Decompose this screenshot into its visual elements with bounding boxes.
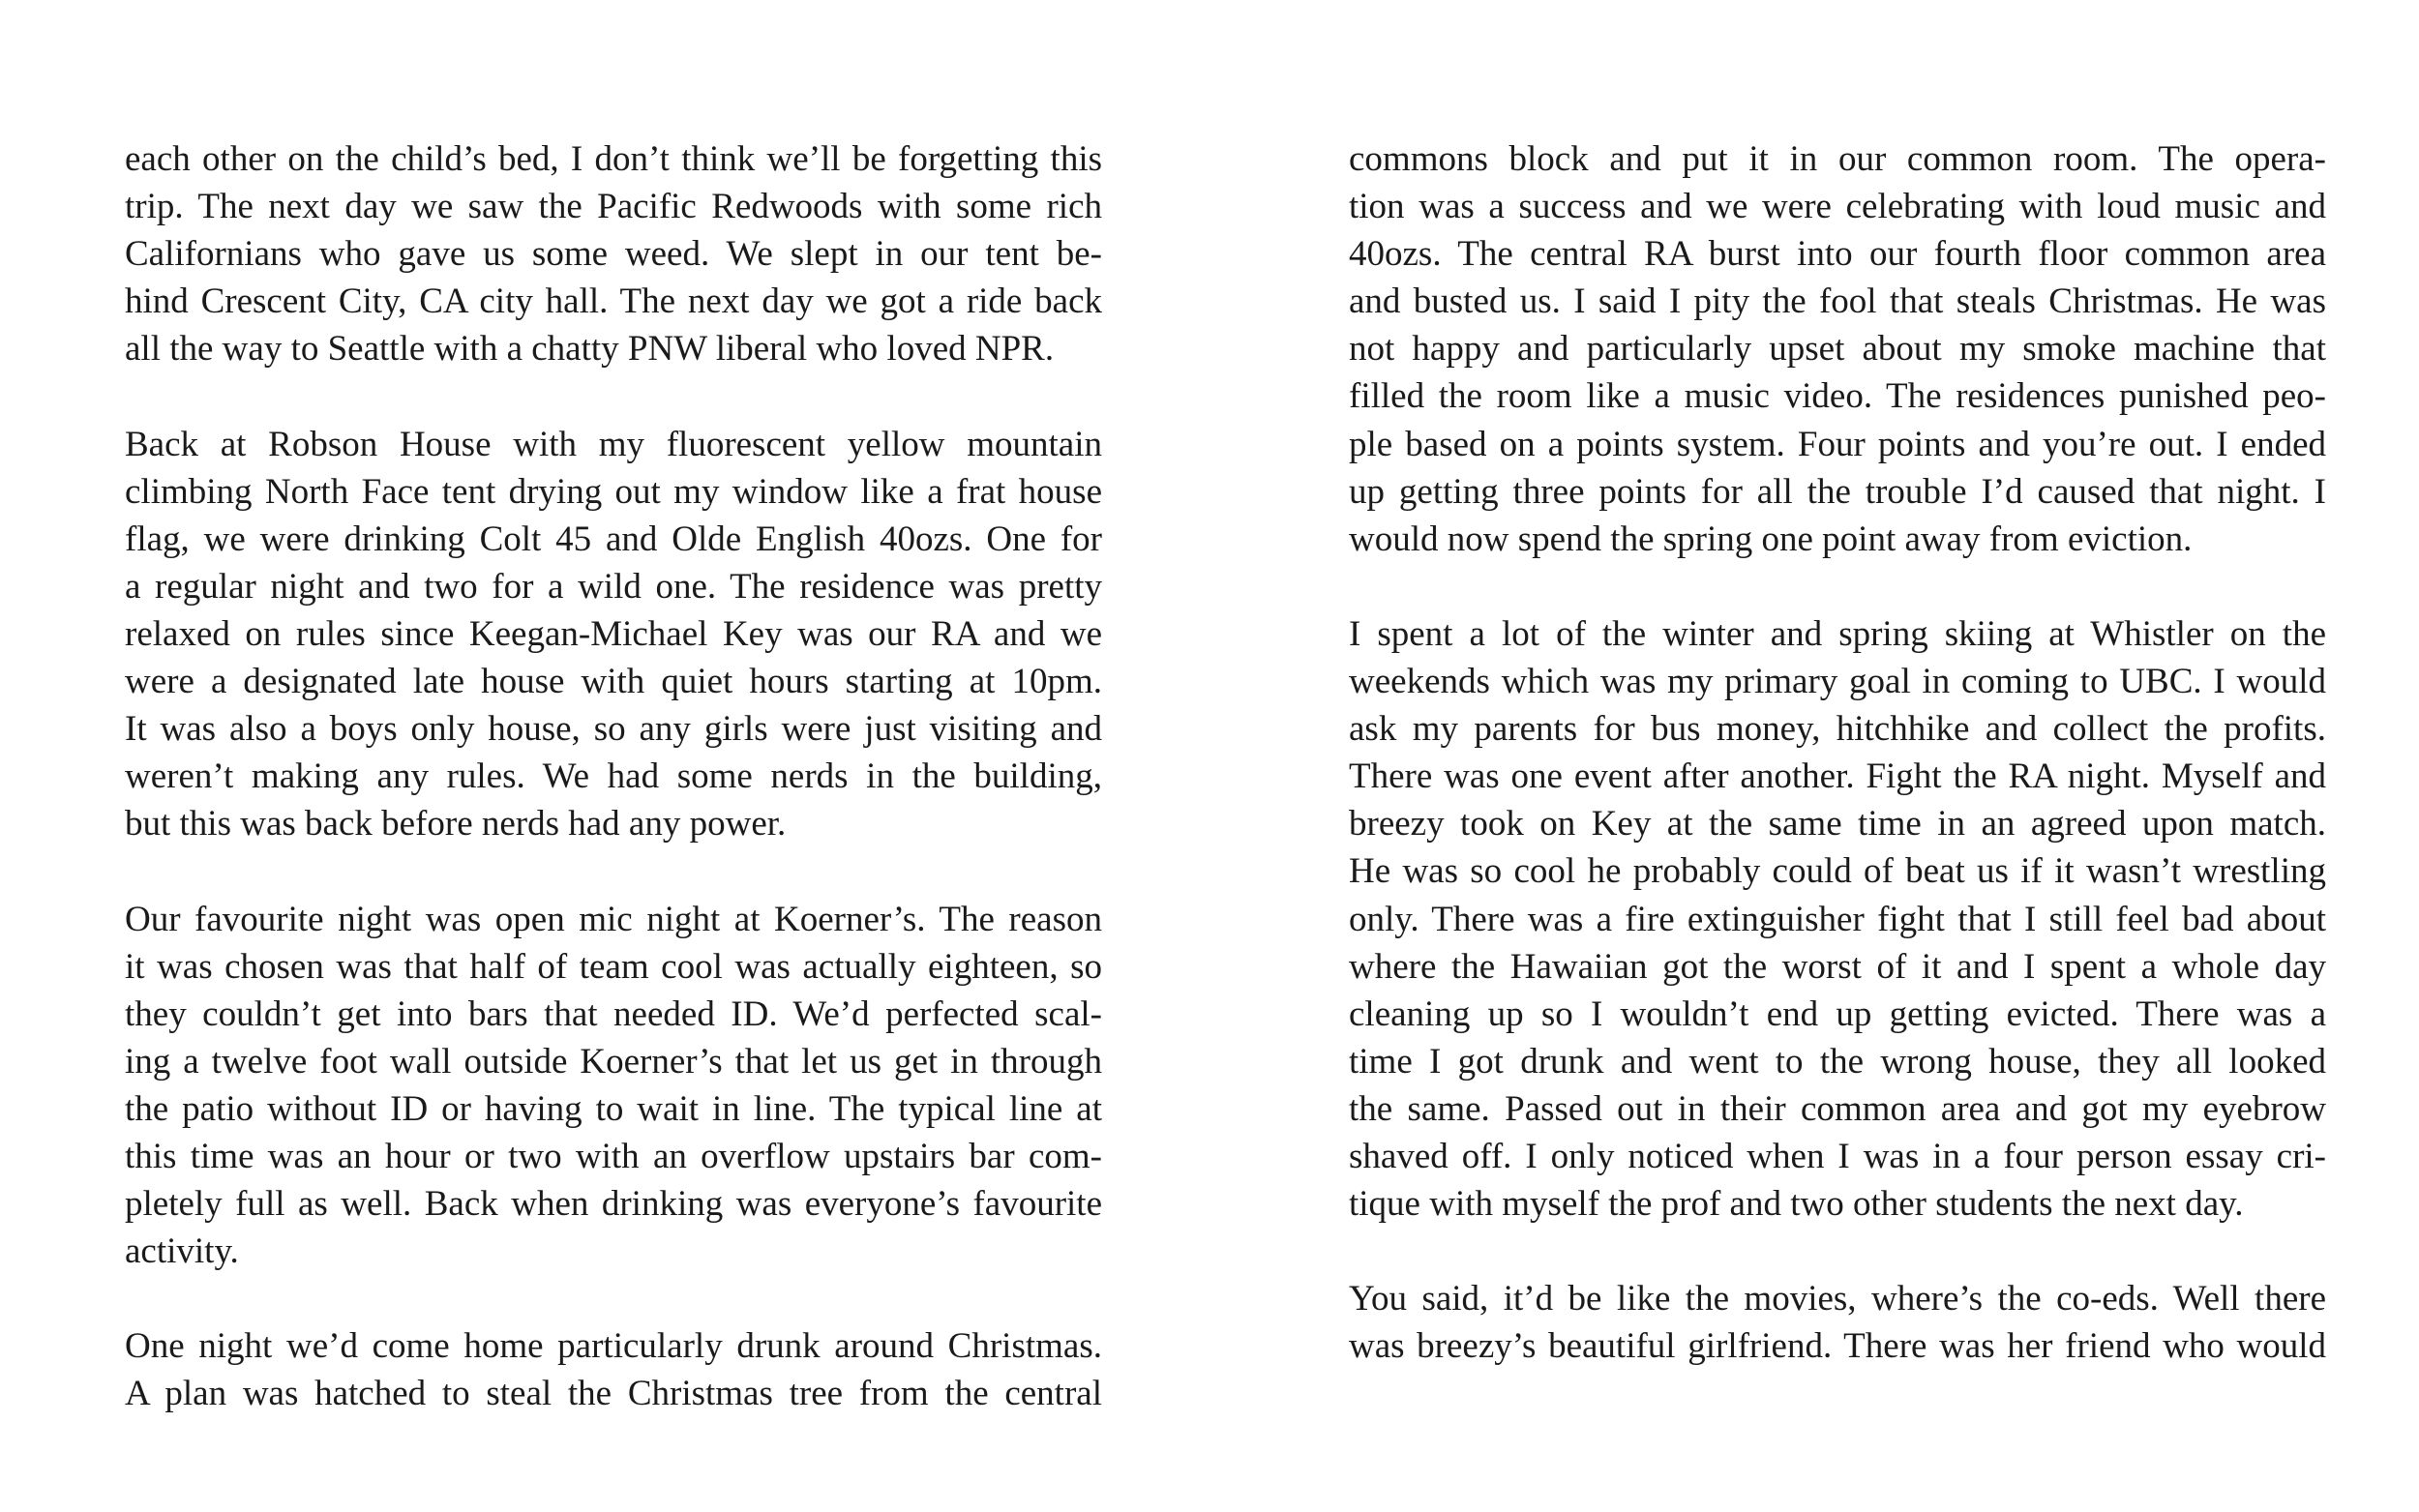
paragraph: [125, 135, 1102, 372]
text-line: weren’t making any rules. We had some nerds in the building,: [125, 756, 1102, 797]
text-line: 40ozs. The central RA burst into our fourth floor common area: [1349, 234, 2326, 275]
text-line: There was one event after another. Fight the RA night. Myself and: [1349, 756, 2326, 797]
text-line: were a designated late house with quiet hours starting at 10pm.: [125, 662, 1102, 702]
text-line: tique with myself the prof and two other students the next day.: [1349, 1184, 2244, 1225]
text-line: breezy took on Key at the same time in an agreed upon match.: [1349, 804, 2326, 845]
text-line: up getting three points for all the trouble I’d caused that night. I: [1349, 471, 2326, 512]
text-line: tion was a success and we were celebrating with loud music and: [1349, 187, 2326, 227]
paragraph: [1349, 1275, 2326, 1370]
text-line: He was so cool he probably could of beat us if it wasn’t wrestling: [1349, 851, 2326, 892]
text-line: cleaning up so I wouldn’t end up getting evicted. There was a: [1349, 993, 2326, 1034]
text-line: pletely full as well. Back when drinking was everyone’s favourite: [125, 1184, 1102, 1225]
text-line: a regular night and two for a wild one. The residence was pretty: [125, 566, 1102, 607]
text-line: only. There was a fire extinguisher fight that I still feel bad about: [1349, 899, 2326, 939]
text-line: relaxed on rules since Keegan-Michael Key was our RA and we: [125, 613, 1102, 654]
text-line: ple based on a points system. Four points and you’re out. I ended: [1349, 424, 2326, 464]
text-line: flag, we were drinking Colt 45 and Olde English 40ozs. One for: [125, 519, 1102, 559]
text-line: the same. Passed out in their common area and got my eyebrow: [1349, 1088, 2326, 1129]
text-line: You said, it’d be like the movies, where’s the co-eds. Well there: [1349, 1279, 2326, 1319]
text-line: ing a twelve foot wall outside Koerner’s that let us get in through: [125, 1041, 1102, 1082]
text-line: ask my parents for bus money, hitchhike and collect the profits.: [1349, 709, 2326, 750]
text-line: it was chosen was that half of team cool was actually eighteen, so: [125, 946, 1102, 987]
text-line: shaved off. I only noticed when I was in a four person essay cri-: [1349, 1136, 2326, 1176]
text-line: I spent a lot of the winter and spring skiing at Whistler on the: [1349, 613, 2326, 654]
text-line: trip. The next day we saw the Pacific Redwoods with some rich: [125, 187, 1102, 227]
text-line: they couldn’t get into bars that needed ID. We’d perfected scal-: [125, 993, 1102, 1034]
text-line: but this was back before nerds had any power.: [125, 804, 787, 845]
paragraph: [1349, 135, 2326, 563]
text-line: and busted us. I said I pity the fool that steals Christmas. He was: [1349, 282, 2326, 322]
text-line: Back at Robson House with my fluorescent yellow mountain: [125, 424, 1102, 464]
text-line: filled the room like a music video. The residences punished peo-: [1349, 376, 2326, 417]
left-page: [125, 135, 1102, 1418]
paragraph: [1349, 610, 2326, 1228]
text-line: each other on the child’s bed, I don’t think we’ll be forgetting this: [125, 139, 1102, 179]
text-line: Californians who gave us some weed. We slept in our tent be-: [125, 234, 1102, 275]
text-line: One night we’d come home particularly drunk around Christmas.: [125, 1326, 1102, 1367]
text-line: A plan was hatched to steal the Christmas tree from the central: [125, 1374, 1102, 1414]
text-line: was breezy’s beautiful girlfriend. There was her friend who would: [1349, 1326, 2326, 1367]
text-line: Our favourite night was open mic night at Koerner’s. The reason: [125, 899, 1102, 939]
text-line: hind Crescent City, CA city hall. The next day we got a ride back: [125, 282, 1102, 322]
text-line: this time was an hour or two with an overflow upstairs bar com-: [125, 1136, 1102, 1176]
text-line: commons block and put it in our common room. The opera-: [1349, 139, 2326, 179]
text-line: activity.: [125, 1231, 239, 1272]
paragraph: [125, 1322, 1102, 1417]
text-line: It was also a boys only house, so any girls were just visiting and: [125, 709, 1102, 750]
paragraph: [125, 421, 1102, 848]
text-line: weekends which was my primary goal in coming to UBC. I would: [1349, 662, 2326, 702]
text-line: would now spend the spring one point away from eviction.: [1349, 519, 2193, 559]
text-line: climbing North Face tent drying out my window like a frat house: [125, 471, 1102, 512]
text-line: the patio without ID or having to wait in line. The typical line at: [125, 1088, 1102, 1129]
text-line: not happy and particularly upset about my smoke machine that: [1349, 329, 2326, 370]
paragraph: [125, 896, 1102, 1276]
text-line: time I got drunk and went to the wrong house, they all looked: [1349, 1041, 2326, 1082]
text-line: all the way to Seattle with a chatty PNW liberal who loved NPR.: [125, 329, 1055, 370]
text-line: where the Hawaiian got the worst of it and I spent a whole day: [1349, 946, 2326, 987]
right-page: [1349, 135, 2326, 1370]
